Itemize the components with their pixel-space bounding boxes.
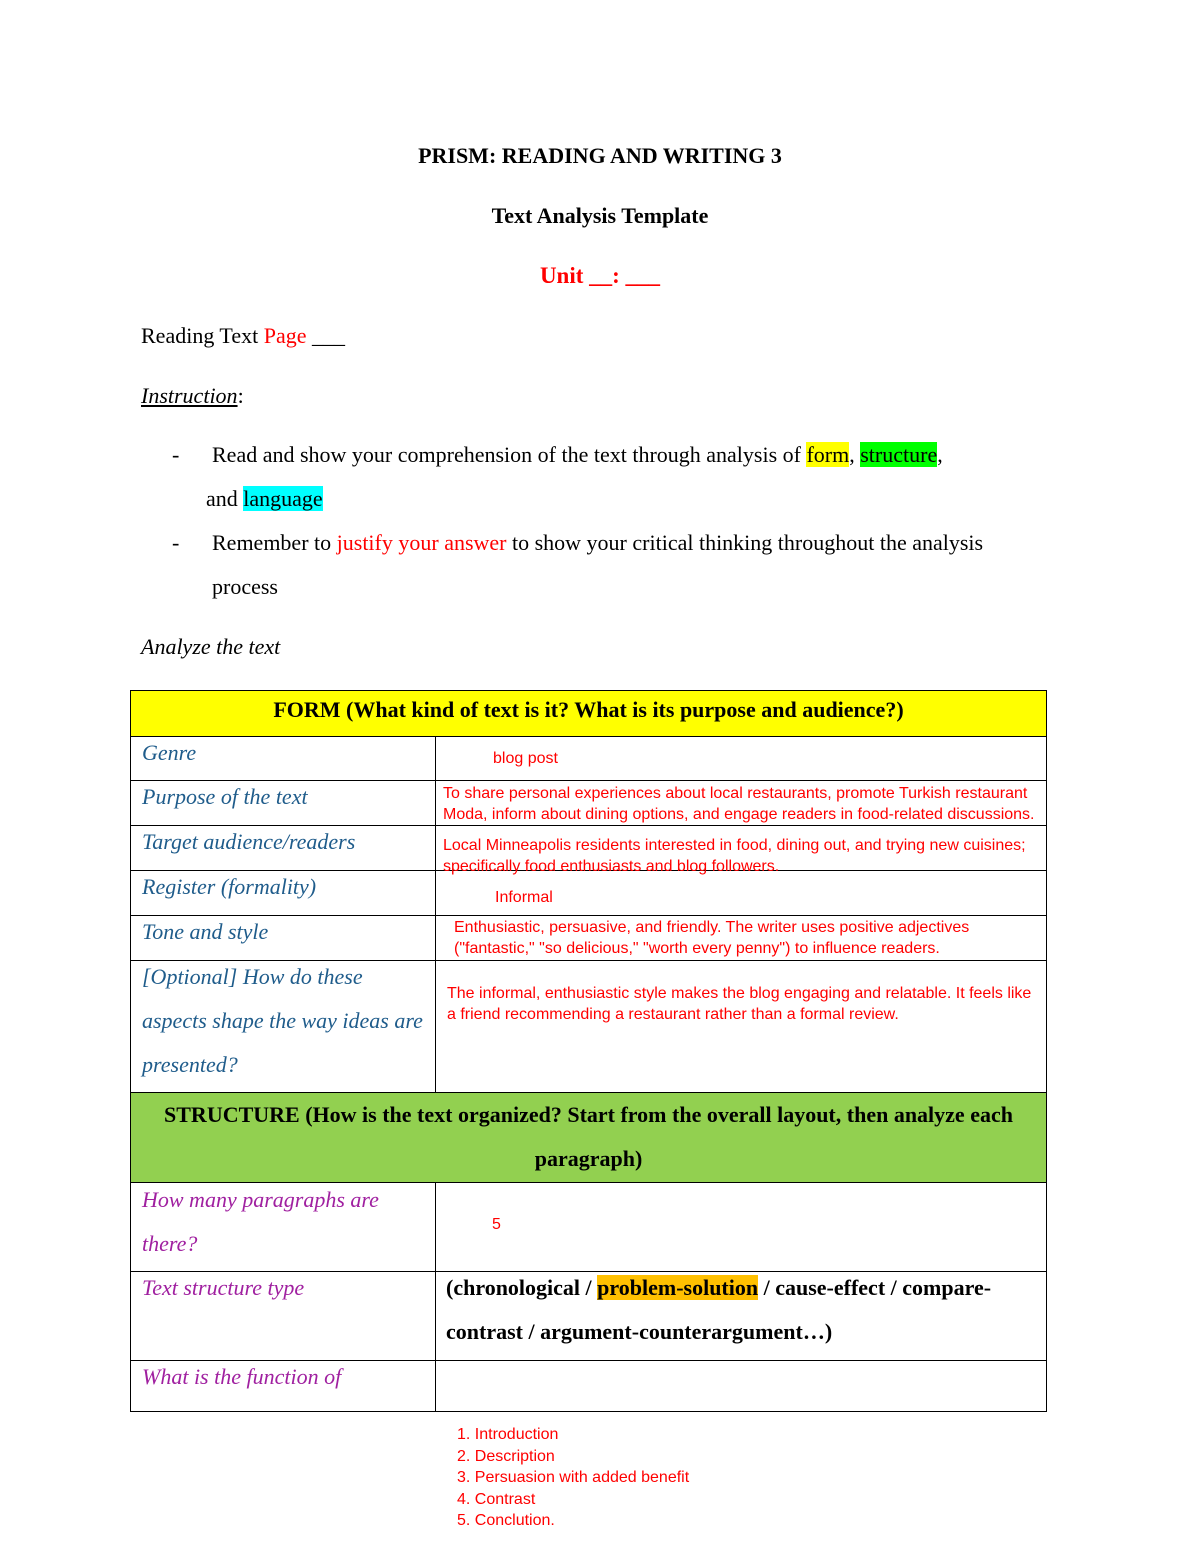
structure-type-label: Text structure type [142, 1275, 305, 1300]
page-word: Page [263, 323, 307, 348]
reading-prefix: Reading Text [141, 323, 264, 348]
list-item: 3. Persuasion with added benefit [457, 1469, 690, 1486]
bullet-marker: - [172, 442, 180, 467]
bullet2-text: Remember to [212, 530, 337, 555]
justify-text: justify your answer [336, 530, 507, 555]
problem-solution-highlight: problem-solution [597, 1275, 759, 1300]
register-answer: Informal [495, 889, 553, 906]
list-item: 2. Description [457, 1447, 555, 1465]
column-divider [435, 736, 436, 1092]
audience-answer: Local Minneapolis residents interested in food, dining out, and trying new cuisines; specifically food enthusiasts and blog followers. [443, 837, 1026, 875]
paragraph-count-answer: 5 [492, 1216, 501, 1233]
paragraph-function-list [457, 1424, 689, 1532]
optional-aspects-label: [Optional] How do these aspects shape the way ideas are presented? [142, 964, 423, 1077]
unit-line: Unit __: ___ [539, 263, 661, 288]
purpose-answer: To share personal experiences about local restaurants, promote Turkish restaurant Moda, inform about dining options, and engage readers in food-related discussions. [443, 785, 1035, 823]
bullet1-comma2: , [937, 442, 943, 467]
list-item: 4. Contrast [457, 1490, 536, 1508]
bullet1-comma: , [849, 442, 861, 467]
purpose-label: Purpose of the text [142, 784, 308, 809]
structure-highlight: structure [860, 442, 938, 467]
form-highlight: form [806, 442, 850, 467]
document-title: PRISM: READING AND WRITING 3 [418, 143, 782, 168]
language-highlight: language [243, 486, 323, 511]
bullet1-text: Read and show your comprehension of the text through analysis of [212, 442, 807, 467]
optional-aspects-answer: The informal, enthusiastic style makes the blog engaging and relatable. It feels like a friend recommending a restaurant rather than a formal review. [447, 985, 1032, 1023]
form-section-header: FORM (What kind of text is it? What is its purpose and audience?) [130, 690, 1047, 737]
bullet-marker: - [172, 530, 180, 555]
instruction-bullet-2 [212, 521, 1042, 609]
instruction-heading [141, 383, 244, 409]
instruction-label: Instruction [141, 383, 238, 408]
structure-type-answer [446, 1266, 1006, 1354]
structure-type-options-a: (chronological / [446, 1275, 598, 1300]
page-blank: ___ [306, 323, 345, 348]
structure-type-options-b: / cause-effect / compare-contrast / argument-counterargument…) [446, 1275, 992, 1344]
instruction-bullet-1 [206, 433, 1092, 521]
structure-section-header: STRUCTURE (How is the text organized? Start from the overall layout, then analyze each paragraph) [130, 1092, 1047, 1183]
analysis-table [130, 690, 1047, 1412]
tone-answer: Enthusiastic, persuasive, and friendly. The writer uses positive adjectives ("fantastic," "so delicious," "worth every penny") to influence readers. [454, 919, 970, 957]
reading-text-line [141, 323, 345, 349]
list-item: 5. Conclution. [457, 1512, 555, 1529]
document-subtitle: Text Analysis Template [491, 203, 709, 228]
genre-label: Genre [142, 740, 197, 765]
bullet2-text-b: to show your critical thinking throughout the analysis process [212, 530, 984, 599]
genre-answer: blog post [493, 750, 558, 767]
analyze-label: Analyze the text [141, 634, 281, 659]
bullet1-and: and [206, 486, 244, 511]
list-item: 1. Introduction [457, 1426, 559, 1443]
register-label: Register (formality) [142, 874, 317, 899]
paragraph-count-label: How many paragraphs are there? [142, 1187, 379, 1256]
column-divider [435, 1182, 436, 1412]
paragraph-function-label: What is the function of [142, 1364, 342, 1389]
tone-label: Tone and style [142, 919, 269, 944]
audience-label: Target audience/readers [142, 829, 356, 854]
instruction-colon: : [237, 383, 244, 408]
